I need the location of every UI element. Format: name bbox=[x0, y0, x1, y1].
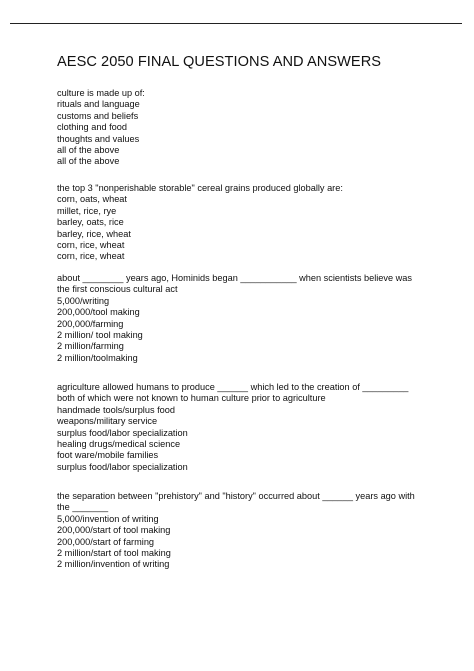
answer-option: 2 million/ tool making bbox=[57, 330, 143, 341]
question-text: the _______ bbox=[57, 502, 109, 513]
answer-option: millet, rice, rye bbox=[57, 205, 117, 216]
question-text: both of which were not known to human culture prior to agriculture bbox=[57, 393, 326, 404]
question-text: the first conscious cultural act bbox=[57, 284, 178, 295]
answer-option: corn, rice, wheat bbox=[57, 240, 125, 251]
question-block-3 bbox=[57, 273, 437, 364]
answer-option: rituals and language bbox=[57, 99, 140, 110]
question-block-2 bbox=[57, 183, 437, 263]
correct-answer: corn, rice, wheat bbox=[57, 251, 125, 262]
answer-option: foot ware/mobile families bbox=[57, 450, 159, 461]
answer-option: 200,000/tool making bbox=[57, 307, 140, 318]
answer-option: barley, oats, rice bbox=[57, 217, 124, 228]
question-block-5 bbox=[57, 491, 437, 571]
answer-option: 2 million/farming bbox=[57, 341, 124, 352]
answer-option: handmade tools/surplus food bbox=[57, 404, 175, 415]
question-text: agriculture allowed humans to produce ______ which led to the creation of _________ bbox=[57, 382, 409, 392]
answer-option: 200,000/start of farming bbox=[57, 536, 155, 547]
correct-answer: surplus food/labor specialization bbox=[57, 461, 188, 472]
answer-option: healing drugs/medical science bbox=[57, 439, 181, 450]
correct-answer: all of the above bbox=[57, 156, 120, 167]
question-text: the top 3 "nonperishable storable" cereal grains produced globally are: bbox=[57, 183, 343, 193]
question-text: the separation between "prehistory" and "history" occurred about ______ years ago with bbox=[57, 491, 415, 501]
answer-option: thoughts and values bbox=[57, 133, 140, 144]
answer-option: 200,000/start of tool making bbox=[57, 525, 171, 536]
answer-option: 2 million/invention of writing bbox=[57, 559, 170, 570]
answer-option: surplus food/labor specialization bbox=[57, 427, 188, 438]
question-block-1 bbox=[57, 88, 437, 168]
answer-option: barley, rice, wheat bbox=[57, 228, 131, 239]
answer-option: 2 million/start of tool making bbox=[57, 548, 171, 559]
answer-option: 5,000/writing bbox=[57, 295, 110, 306]
correct-answer: 2 million/toolmaking bbox=[57, 352, 138, 363]
answer-option: corn, oats, wheat bbox=[57, 194, 127, 205]
top-divider bbox=[10, 23, 462, 24]
document-title: AESC 2050 FINAL QUESTIONS AND ANSWERS bbox=[57, 54, 382, 70]
answer-option: clothing and food bbox=[57, 122, 127, 133]
answer-option: 5,000/invention of writing bbox=[57, 513, 159, 524]
answer-option: weapons/military service bbox=[57, 416, 158, 427]
answer-option: 200,000/farming bbox=[57, 318, 124, 329]
question-text: culture is made up of: bbox=[57, 88, 145, 98]
question-block-4 bbox=[57, 382, 437, 473]
question-text: about ________ years ago, Hominids began ___________ when scientists believe was bbox=[57, 273, 412, 283]
answer-option: customs and beliefs bbox=[57, 110, 139, 121]
answer-option: all of the above bbox=[57, 145, 120, 156]
